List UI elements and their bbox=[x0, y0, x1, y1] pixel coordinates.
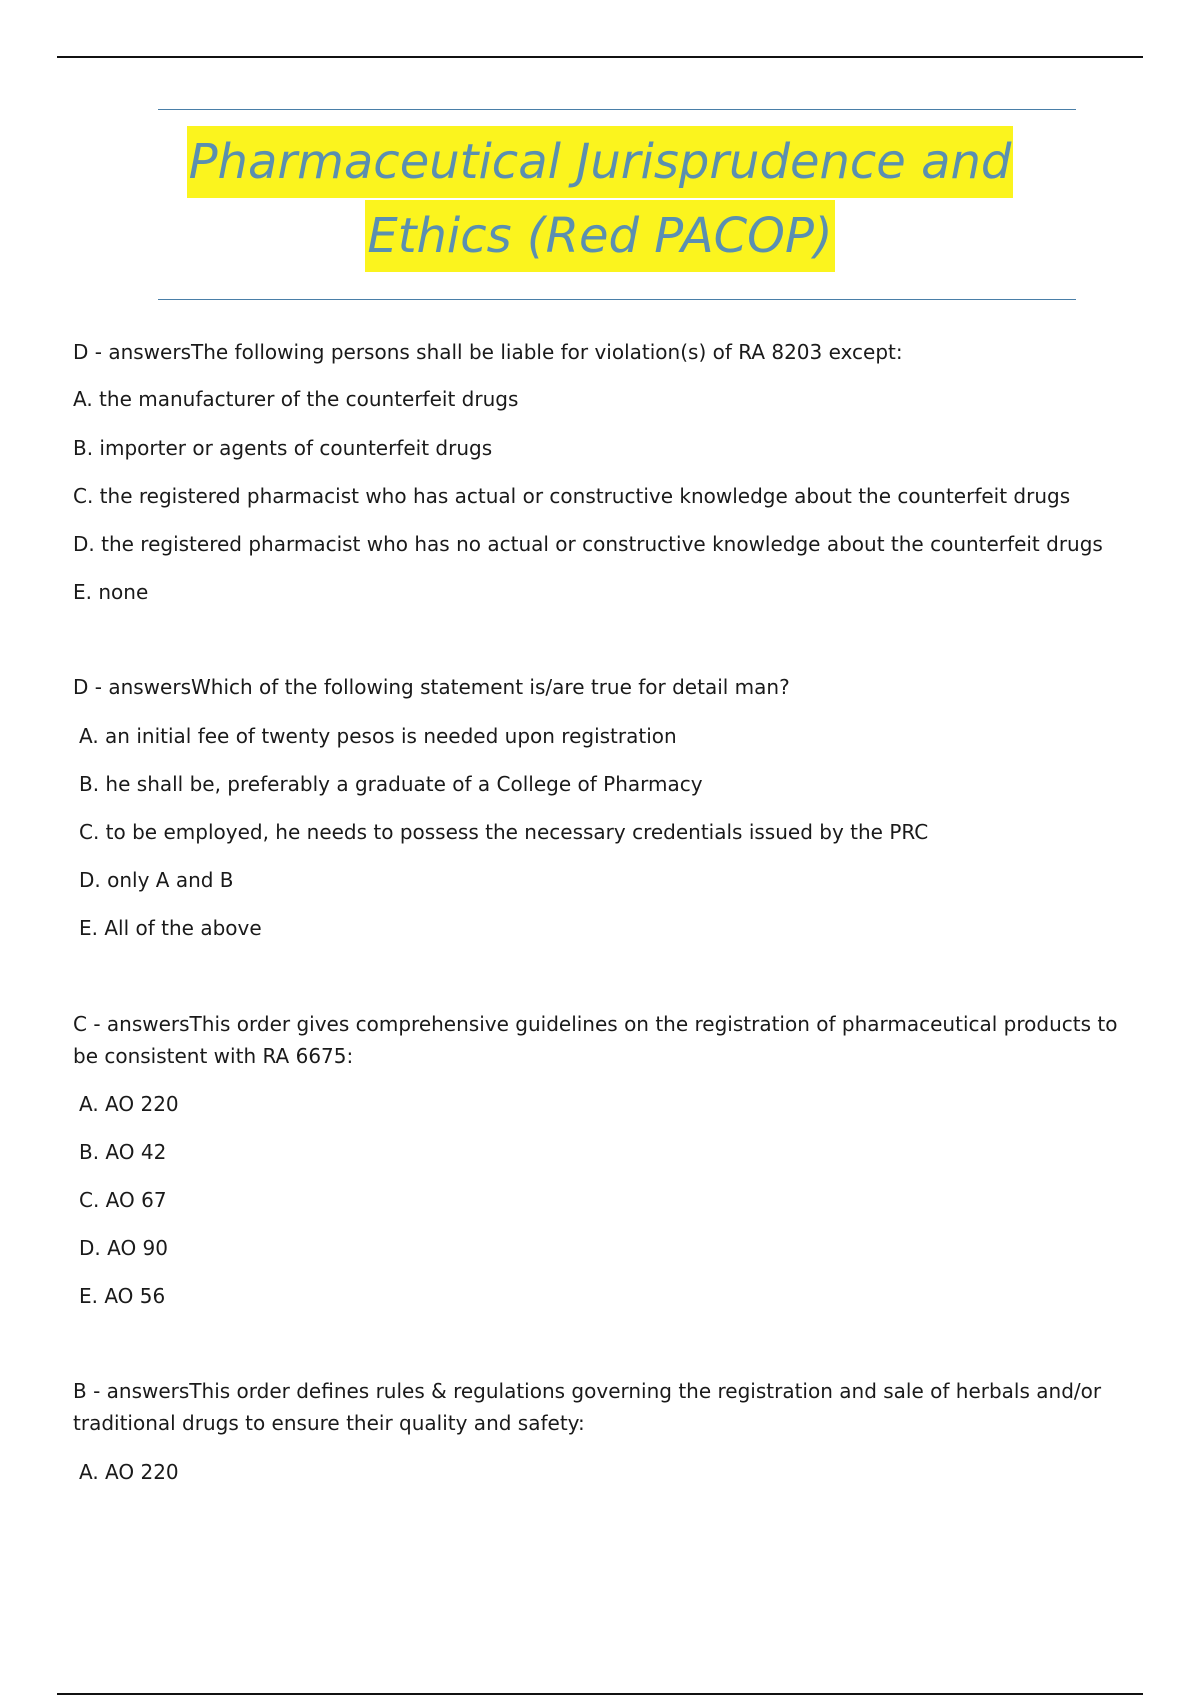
question-3-option-c: C. AO 67 bbox=[79, 1188, 167, 1212]
question-2-option-a: A. an initial fee of twenty pesos is needed upon registration bbox=[79, 724, 677, 748]
question-4-stem: B - answersThis order defines rules & regulations governing the registration and sale of herbals and/or traditional drugs to ensure their quality and safety: bbox=[73, 1379, 1102, 1435]
question-1-option-a: A. the manufacturer of the counterfeit drugs bbox=[73, 387, 519, 411]
title-top-rule bbox=[158, 109, 1076, 110]
title-line-1: Pharmaceutical Jurisprudence and bbox=[187, 126, 1014, 198]
question-1-option-e: E. none bbox=[73, 580, 149, 604]
question-2-stem: D - answersWhich of the following statement is/are true for detail man? bbox=[73, 675, 790, 699]
document-title bbox=[100, 126, 1100, 274]
question-4-option-a: A. AO 220 bbox=[79, 1460, 179, 1484]
question-3-option-d: D. AO 90 bbox=[79, 1236, 168, 1260]
question-2-option-e: E. All of the above bbox=[79, 916, 262, 940]
question-2-option-c: C. to be employed, he needs to possess the necessary credentials issued by the PRC bbox=[79, 820, 929, 844]
question-3-option-b: B. AO 42 bbox=[79, 1140, 167, 1164]
question-3-stem: C - answersThis order gives comprehensive guidelines on the registration of pharmaceutical products to be consistent with RA 6675: bbox=[73, 1012, 1118, 1068]
question-1-option-c: C. the registered pharmacist who has actual or constructive knowledge about the counterfeit drugs bbox=[73, 484, 1071, 508]
question-3-option-e: E. AO 56 bbox=[79, 1284, 166, 1308]
question-1-stem: D - answersThe following persons shall be liable for violation(s) of RA 8203 except: bbox=[73, 340, 903, 364]
page-top-rule bbox=[57, 56, 1143, 58]
page-bottom-rule bbox=[57, 1693, 1143, 1695]
question-1-option-d: D. the registered pharmacist who has no actual or constructive knowledge about the counterfeit drugs bbox=[73, 532, 1103, 556]
title-line-2: Ethics (Red PACOP) bbox=[365, 200, 834, 272]
question-3-option-a: A. AO 220 bbox=[79, 1092, 179, 1116]
question-2-option-d: D. only A and B bbox=[79, 868, 234, 892]
question-2-option-b: B. he shall be, preferably a graduate of a College of Pharmacy bbox=[79, 772, 703, 796]
title-bottom-rule bbox=[158, 299, 1076, 300]
question-1-option-b: B. importer or agents of counterfeit drugs bbox=[73, 436, 493, 460]
